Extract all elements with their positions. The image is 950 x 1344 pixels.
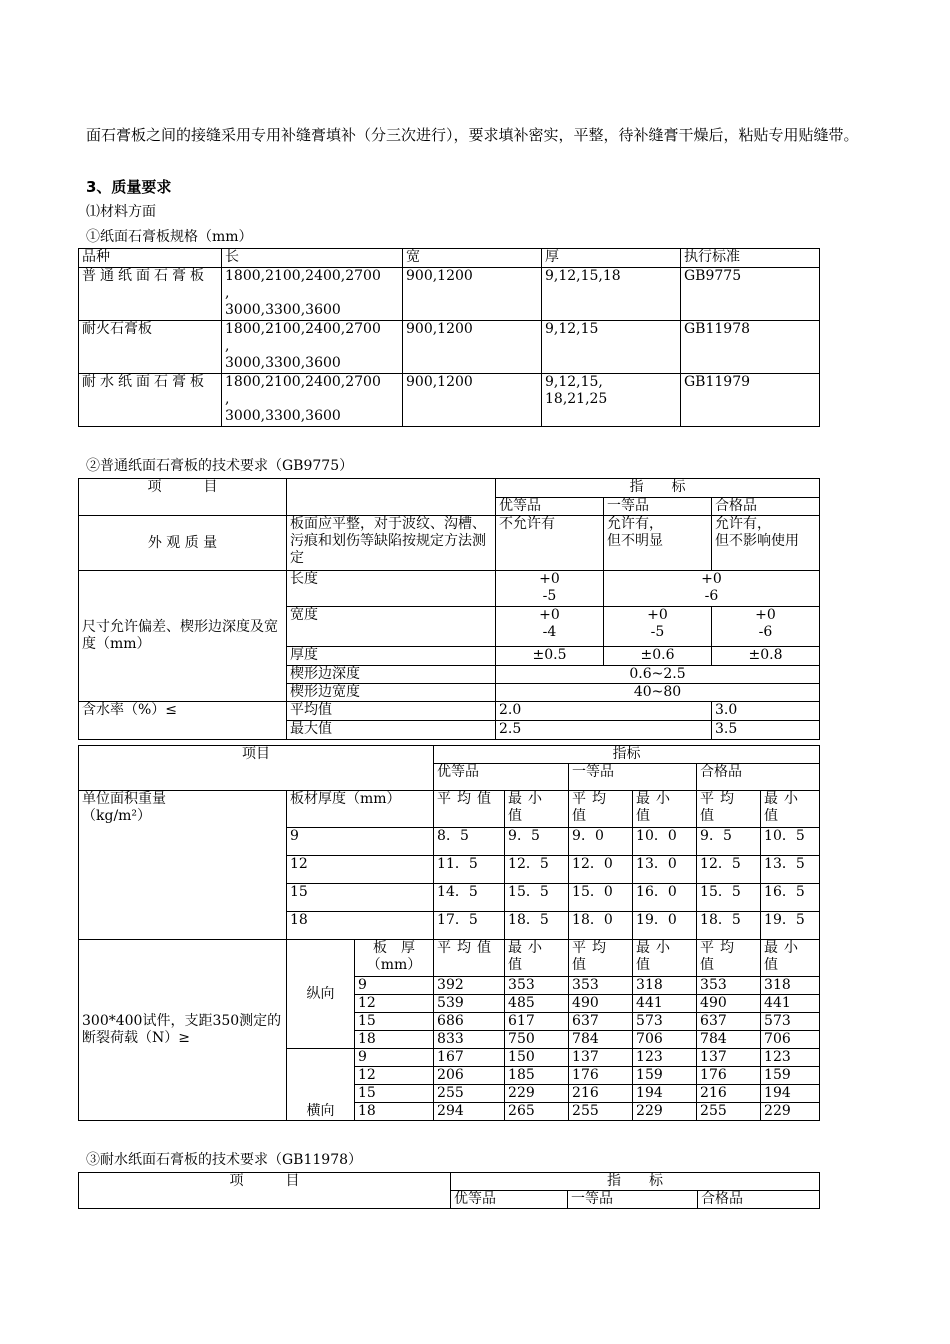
row-label: 楔形边深度 [287, 666, 496, 684]
header-cell: 品种 [79, 249, 222, 268]
cell: 137 [697, 1049, 761, 1067]
water-resistant-table [78, 1172, 820, 1209]
cell: 216 [569, 1085, 633, 1103]
cell: GB9775 [681, 268, 820, 321]
cell: 2.0 [496, 702, 712, 721]
cell: 185 [505, 1067, 569, 1085]
cell: 12．5 [697, 856, 761, 884]
cell: 10．5 [761, 828, 820, 856]
cell: 允许有， 但不影响使用 [712, 516, 820, 571]
cell: 普通纸面石膏板 [79, 268, 222, 321]
cell: 15．0 [569, 884, 633, 912]
cell: 11．5 [434, 856, 505, 884]
cell: 784 [569, 1031, 633, 1049]
cell: 1800,2100,2400,2700 , 3000,3300,3600 [222, 374, 403, 427]
cell: 353 [505, 977, 569, 995]
cell: +0 -4 [496, 607, 604, 647]
cell: 1800,2100,2400,2700 , 3000,3300,3600 [222, 268, 403, 321]
cell: +0 -5 [604, 607, 712, 647]
cell: 686 [434, 1013, 505, 1031]
grade-header: 合格品 [698, 1191, 820, 1209]
cell: 18 [355, 1103, 434, 1121]
min-header: 最小值 [505, 940, 569, 977]
cell: 15．5 [697, 884, 761, 912]
cell: 194 [633, 1085, 697, 1103]
cell: 40~80 [496, 684, 820, 702]
min-header: 最小值 [505, 791, 569, 828]
cell: 637 [569, 1013, 633, 1031]
row-label: 宽度 [287, 607, 496, 647]
avg-header: 平均值 [434, 940, 505, 977]
cell: 176 [569, 1067, 633, 1085]
cell: 0.6~2.5 [496, 666, 820, 684]
cell: 17．5 [434, 912, 505, 940]
cell: 19．0 [633, 912, 697, 940]
cell: 13．5 [761, 856, 820, 884]
cell: 441 [633, 995, 697, 1013]
grade-header: 一等品 [604, 498, 712, 516]
row-label: 平均值 [287, 702, 496, 721]
cell: 137 [569, 1049, 633, 1067]
cell: 16．0 [633, 884, 697, 912]
cell: 123 [761, 1049, 820, 1067]
cell: 176 [697, 1067, 761, 1085]
index-header: 指标 [434, 746, 820, 764]
section-heading: 3、质量要求 [86, 178, 172, 196]
cell: 294 [434, 1103, 505, 1121]
cell: 490 [697, 995, 761, 1013]
cell: 900,1200 [403, 374, 542, 427]
cell: 900,1200 [403, 268, 542, 321]
cell: 206 [434, 1067, 505, 1085]
intro-paragraph: 面石膏板之间的接缝采用专用补缝膏填补（分三次进行），要求填补密实，平整，待补缝膏干燥后，粘贴专用贴缝带。 [86, 126, 859, 144]
avg-header: 平均值 [569, 791, 633, 828]
cell: 637 [697, 1013, 761, 1031]
cell: 12 [287, 856, 434, 884]
cell: 18．5 [505, 912, 569, 940]
cell: 167 [434, 1049, 505, 1067]
cell: 18．5 [697, 912, 761, 940]
cell: 12．0 [569, 856, 633, 884]
cell: 9 [287, 828, 434, 856]
cell: 539 [434, 995, 505, 1013]
breaking-load-label: 300*400试件，支距350测定的断裂荷载（N）≥ [79, 940, 287, 1121]
table1-caption: ①纸面石膏板规格（mm） [86, 229, 253, 245]
cell: 900,1200 [403, 321, 542, 374]
sub-heading: ⑴材料方面 [86, 204, 156, 220]
header-cell: 长 [222, 249, 403, 268]
grade-header: 优等品 [451, 1191, 568, 1209]
cell: 255 [569, 1103, 633, 1121]
cell: 3.5 [712, 721, 820, 740]
appearance-label: 外 观 质 量 [79, 516, 287, 571]
cell: 2.5 [496, 721, 712, 740]
avg-header: 平均值 [697, 940, 761, 977]
cell: +0 -6 [712, 607, 820, 647]
cell: 9 [355, 1049, 434, 1067]
cell: 9．0 [569, 828, 633, 856]
min-header: 最小值 [633, 791, 697, 828]
thickness-header: 板材厚度（mm） [287, 791, 434, 828]
cell: 159 [633, 1067, 697, 1085]
cell: 16．5 [761, 884, 820, 912]
table-header-row [79, 249, 820, 268]
table2-caption: ②普通纸面石膏板的技术要求（GB9775） [86, 458, 354, 474]
cell: 耐水纸面石膏板 [79, 374, 222, 427]
cell: ±0.5 [496, 647, 604, 666]
cell: 353 [569, 977, 633, 995]
grade-header: 优等品 [434, 764, 569, 791]
table-row [79, 321, 820, 374]
tech-requirements-table [78, 478, 820, 740]
cell: 9,12,15,18 [542, 268, 681, 321]
cell: 18 [355, 1031, 434, 1049]
cell: 229 [761, 1103, 820, 1121]
cell: 9,12,15 [542, 321, 681, 374]
cell: 14．5 [434, 884, 505, 912]
cell: 485 [505, 995, 569, 1013]
table-row [79, 268, 820, 321]
table3-caption: ③耐水纸面石膏板的技术要求（GB11978） [86, 1152, 363, 1168]
cell: 15 [355, 1013, 434, 1031]
spec-table [78, 248, 820, 427]
cell: 15 [355, 1085, 434, 1103]
header-cell: 宽 [403, 249, 542, 268]
cell: 255 [434, 1085, 505, 1103]
cell: 706 [633, 1031, 697, 1049]
cell: 573 [633, 1013, 697, 1031]
grade-header: 合格品 [697, 764, 820, 791]
cell: 353 [697, 977, 761, 995]
cell: 392 [434, 977, 505, 995]
index-header: 指 标 [496, 479, 820, 498]
cell: 9 [355, 977, 434, 995]
header-cell: 厚 [542, 249, 681, 268]
cell: 3.0 [712, 702, 820, 721]
min-header: 最小值 [761, 940, 820, 977]
cell: 12．5 [505, 856, 569, 884]
cell: 159 [761, 1067, 820, 1085]
grade-header: 合格品 [712, 498, 820, 516]
item-header: 项 目 [79, 479, 287, 516]
cell: 19．5 [761, 912, 820, 940]
transverse-label: 横向 [287, 1049, 355, 1121]
cell: 706 [761, 1031, 820, 1049]
cell: 150 [505, 1049, 569, 1067]
table-row [79, 374, 820, 427]
cell: 18 [287, 912, 434, 940]
min-header: 最小值 [633, 940, 697, 977]
cell: 9．5 [697, 828, 761, 856]
cell: 15．5 [505, 884, 569, 912]
appearance-desc: 板面应平整，对于波纹、沟槽、污痕和划伤等缺陷按规定方法测定 [287, 516, 496, 571]
grade-header: 一等品 [569, 764, 697, 791]
item-header: 项目 [79, 746, 434, 791]
cell: 15 [287, 884, 434, 912]
cell: 750 [505, 1031, 569, 1049]
cell: 8．5 [434, 828, 505, 856]
cell: +0 -5 [496, 571, 604, 607]
cell: 229 [633, 1103, 697, 1121]
cell: 18．0 [569, 912, 633, 940]
cell: 不允许有 [496, 516, 604, 571]
cell: 490 [569, 995, 633, 1013]
cell: ±0.6 [604, 647, 712, 666]
longitudinal-label: 纵向 [287, 940, 355, 1049]
cell: 318 [633, 977, 697, 995]
avg-header: 平均值 [569, 940, 633, 977]
avg-header: 平均值 [434, 791, 505, 828]
index-header: 指 标 [451, 1173, 820, 1191]
cell: 1800,2100,2400,2700 , 3000,3300,3600 [222, 321, 403, 374]
cell: 318 [761, 977, 820, 995]
cell: 441 [761, 995, 820, 1013]
row-label: 厚度 [287, 647, 496, 666]
cell: 617 [505, 1013, 569, 1031]
avg-header: 平均值 [697, 791, 761, 828]
cell: +0 -6 [604, 571, 820, 607]
cell: 265 [505, 1103, 569, 1121]
cell: 229 [505, 1085, 569, 1103]
cell: 784 [697, 1031, 761, 1049]
row-label: 最大值 [287, 721, 496, 740]
cell: 216 [697, 1085, 761, 1103]
grade-header: 优等品 [496, 498, 604, 516]
cell: 255 [697, 1103, 761, 1121]
cell: 573 [761, 1013, 820, 1031]
weight-load-table [78, 745, 820, 1121]
cell: 10．0 [633, 828, 697, 856]
min-header: 最小值 [761, 791, 820, 828]
dimension-label: 尺寸允许偏差、楔形边深度及宽度（mm） [79, 571, 287, 702]
cell: 耐火石膏板 [79, 321, 222, 374]
cell: 12 [355, 1067, 434, 1085]
thickness-header: 板 厚（mm） [355, 940, 434, 977]
cell: GB11978 [681, 321, 820, 374]
cell: 13．0 [633, 856, 697, 884]
row-label: 长度 [287, 571, 496, 607]
item-header: 项 目 [79, 1173, 451, 1209]
row-label: 楔形边宽度 [287, 684, 496, 702]
cell: 允许有， 但不明显 [604, 516, 712, 571]
cell: 9．5 [505, 828, 569, 856]
item-header-blank [287, 479, 496, 516]
cell: 123 [633, 1049, 697, 1067]
cell: 194 [761, 1085, 820, 1103]
cell: ±0.8 [712, 647, 820, 666]
grade-header: 一等品 [568, 1191, 698, 1209]
moisture-label: 含水率（%）≤ [79, 702, 287, 740]
cell: 833 [434, 1031, 505, 1049]
cell: 12 [355, 995, 434, 1013]
header-cell: 执行标准 [681, 249, 820, 268]
cell: 9,12,15, 18,21,25 [542, 374, 681, 427]
weight-label: 单位面积重量 （kg/m²） [79, 791, 287, 940]
cell: GB11979 [681, 374, 820, 427]
